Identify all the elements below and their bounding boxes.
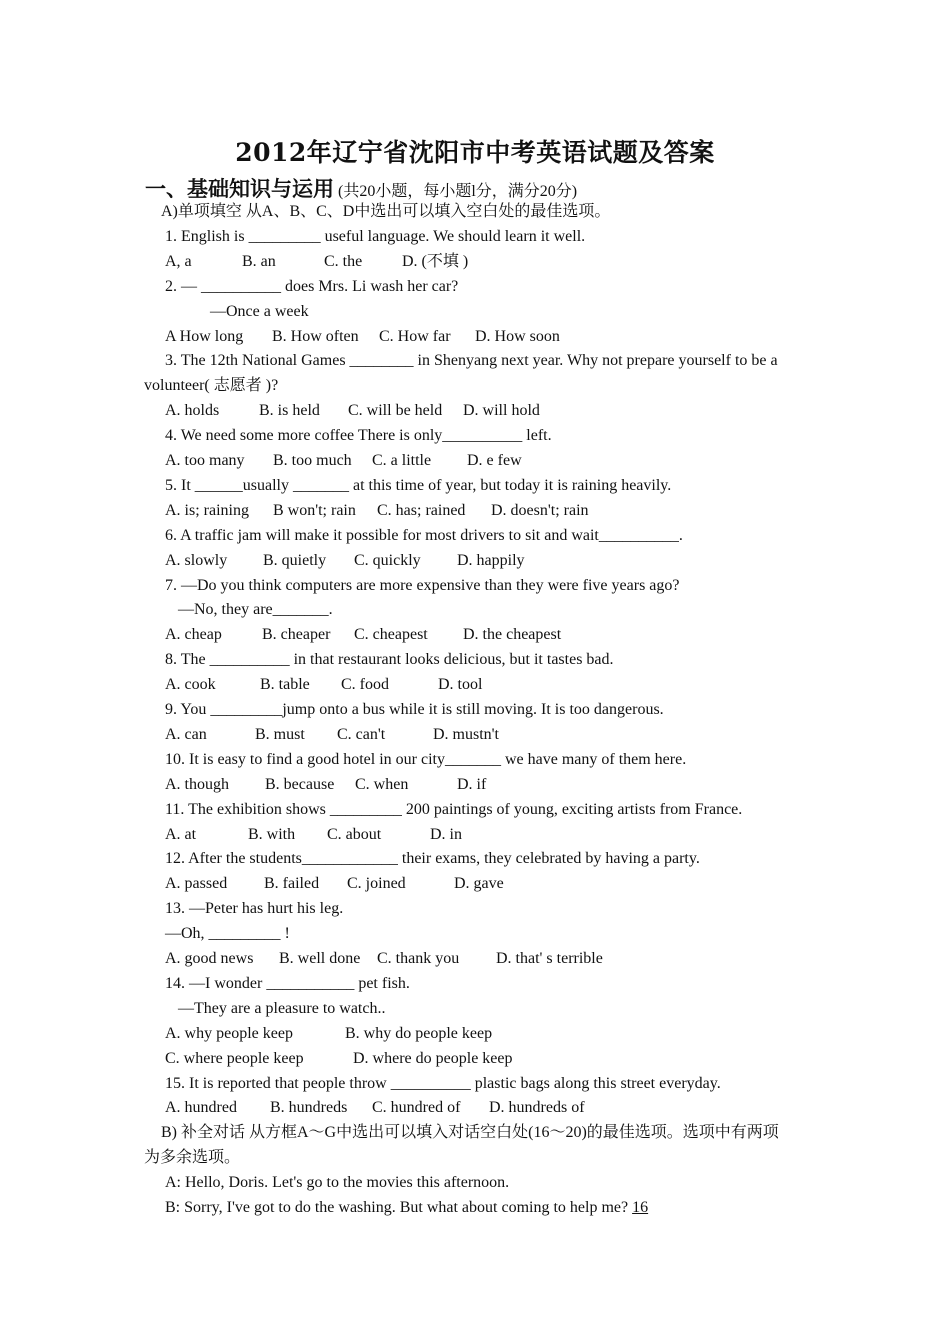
line-text: 2. — __________ does Mrs. Li wash her car? <box>165 277 459 295</box>
page-title: 2012年辽宁省沈阳市中考英语试题及答案 <box>235 138 715 167</box>
answer-option: C. hundred of <box>372 1099 461 1117</box>
option-row <box>0 672 950 697</box>
blank-number: 16 <box>632 1199 649 1216</box>
line-text: 3. The 12th National Games ________ in Shenyang next year. Why not prepare yourself to be a <box>165 352 778 370</box>
text-line <box>0 1195 950 1220</box>
answer-option: A. though <box>165 775 229 793</box>
answer-option: D. where do people keep <box>353 1049 513 1067</box>
line-text: 5. It ______usually _______ at this time of year, but today it is raining heavily. <box>165 476 672 494</box>
answer-option: D. How soon <box>475 327 560 345</box>
text-line <box>0 523 950 548</box>
answer-option: C. when <box>355 775 409 793</box>
line-text: A: Hello, Doris. Let's go to the movies this afternoon. <box>165 1174 510 1192</box>
section-note: (共20小题，每小题l分，满分20分) <box>338 183 578 200</box>
answer-option: B. why do people keep <box>345 1024 493 1042</box>
answer-option: B. an <box>242 252 276 270</box>
answer-option: A. good news <box>165 950 254 967</box>
line-text: 7. —Do you think computers are more expensive than they were five years ago? <box>165 576 680 594</box>
answer-option: A, a <box>165 252 192 270</box>
line-text: —They are a pleasure to watch.. <box>178 999 386 1017</box>
answer-option: C. thank you <box>377 950 460 967</box>
section-title: 一、基础知识与运用 <box>145 177 334 201</box>
answer-option: A. can <box>165 725 207 743</box>
text-line <box>0 224 950 249</box>
answer-option: D. in <box>430 825 462 843</box>
text-line <box>0 921 950 946</box>
answer-option: B. must <box>255 725 305 743</box>
text-line <box>0 274 950 299</box>
answer-option: C. can't <box>337 725 386 743</box>
answer-option: B. cheaper <box>262 626 331 644</box>
answer-option: B. too much <box>273 452 352 469</box>
text-line <box>0 1170 950 1195</box>
answer-option: A. holds <box>165 402 220 420</box>
answer-option: D. doesn't; rain <box>491 501 589 519</box>
answer-option: A How long <box>165 327 244 345</box>
line-text: A)单项填空 从A、B、C、D中选出可以填入空白处的最佳选项。 <box>161 203 611 220</box>
answer-option: A. cheap <box>165 626 222 644</box>
text-line <box>0 348 950 373</box>
option-row <box>0 324 950 349</box>
answer-option: A. too many <box>165 452 245 469</box>
option-row <box>0 1046 950 1071</box>
answer-option: D. will hold <box>463 402 540 420</box>
line-text: 15. It is reported that people throw __________ plastic bags along this street everyday. <box>165 1074 721 1092</box>
answer-option: C. a little <box>372 452 432 469</box>
answer-option: A. at <box>165 825 197 843</box>
text-line <box>0 747 950 772</box>
line-text: 10. It is easy to find a good hotel in our city_______ we have many of them here. <box>165 750 687 768</box>
answer-option: C. about <box>327 825 382 843</box>
answer-option: A. hundred <box>165 1099 237 1117</box>
answer-option: B. hundreds <box>270 1099 348 1117</box>
option-row <box>0 548 950 573</box>
option-row <box>0 822 950 847</box>
answer-option: A. is; raining <box>165 501 249 519</box>
text-line <box>0 423 950 448</box>
answer-option: B. because <box>265 775 335 793</box>
text-line <box>0 597 950 622</box>
answer-option: C. will be held <box>348 402 443 420</box>
answer-option: C. How far <box>379 327 451 345</box>
option-row <box>0 722 950 747</box>
text-line <box>0 797 950 822</box>
answer-option: C. food <box>341 676 389 694</box>
answer-option: D. that' s terrible <box>496 950 603 967</box>
answer-option: C. quickly <box>354 551 421 569</box>
line-text: 14. —I wonder ___________ pet fish. <box>165 974 410 992</box>
answer-option: B. with <box>248 825 296 843</box>
answer-option: C. has; rained <box>377 501 466 519</box>
answer-option: B. is held <box>259 402 320 420</box>
answer-option: D. (不填 ) <box>402 252 469 270</box>
option-row <box>0 622 950 647</box>
text-line <box>0 697 950 722</box>
answer-option: D. the cheapest <box>463 626 562 644</box>
option-row <box>0 398 950 423</box>
answer-option: D. tool <box>438 676 483 694</box>
answer-option: B. failed <box>264 875 320 893</box>
option-row <box>0 249 950 274</box>
text-line <box>0 299 950 324</box>
answer-option: A. passed <box>165 875 228 893</box>
text-line <box>0 971 950 996</box>
line-text: 13. —Peter has hurt his leg. <box>165 900 344 918</box>
line-text: —No, they are_______. <box>178 601 333 619</box>
text-line <box>0 647 950 672</box>
answer-option: B. quietly <box>263 551 327 569</box>
answer-option: D. e few <box>467 452 522 469</box>
option-row <box>0 498 950 523</box>
answer-option: D. hundreds of <box>489 1099 585 1117</box>
line-text: 8. The __________ in that restaurant looks delicious, but it tastes bad. <box>165 651 614 669</box>
line-text: 11. The exhibition shows _________ 200 paintings of young, exciting artists from France. <box>165 800 743 818</box>
text-line <box>0 473 950 498</box>
line-text: B) 补全对话 从方框A～G中选出可以填入对话空白处(16～20)的最佳选项。选项中有两项 <box>161 1124 779 1142</box>
line-text: 6. A traffic jam will make it possible for most drivers to sit and wait__________. <box>165 526 683 544</box>
text-line <box>0 1071 950 1096</box>
text-line <box>0 1145 950 1170</box>
text-line <box>0 1120 950 1145</box>
line-text: 为多余选项。 <box>144 1149 241 1167</box>
answer-option: B. well done <box>279 950 361 967</box>
answer-option: A. cook <box>165 676 216 694</box>
line-text: 4. We need some more coffee There is only__________ left. <box>165 427 552 445</box>
answer-option: C. joined <box>347 875 406 893</box>
line-text: —Oh, _________ ! <box>165 925 290 943</box>
text-line <box>0 373 950 398</box>
text-line <box>0 996 950 1021</box>
answer-option: A. slowly <box>165 551 228 569</box>
answer-option: B. table <box>260 676 310 694</box>
text-line <box>0 846 950 871</box>
answer-option: C. cheapest <box>354 626 428 644</box>
line-text: 1. English is _________ useful language. We should learn it well. <box>165 227 586 245</box>
option-row <box>0 448 950 473</box>
line-text: volunteer( 志愿者 )? <box>144 377 279 395</box>
answer-option: D. gave <box>454 875 504 893</box>
answer-option: D. if <box>457 775 487 793</box>
option-row <box>0 871 950 896</box>
text-line <box>0 573 950 598</box>
answer-option: C. the <box>324 252 363 270</box>
answer-option: B won't; rain <box>273 501 356 519</box>
line-text: 9. You _________jump onto a bus while it is still moving. It is too dangerous. <box>165 701 664 718</box>
line-text: —Once a week <box>210 302 309 320</box>
line-text: 12. After the students____________ their exams, they celebrated by having a party. <box>165 850 700 868</box>
option-row <box>0 1021 950 1046</box>
text-line <box>0 199 950 224</box>
line-text: B: Sorry, I've got to do the washing. But what about coming to help me? 16 <box>165 1199 649 1216</box>
option-row <box>0 946 950 971</box>
text-line <box>0 896 950 921</box>
answer-option: D. mustn't <box>433 725 499 743</box>
answer-option: A. why people keep <box>165 1024 293 1042</box>
option-row <box>0 1095 950 1120</box>
answer-option: C. where people keep <box>165 1049 304 1067</box>
answer-option: B. How often <box>272 327 359 345</box>
option-row <box>0 772 950 797</box>
answer-option: D. happily <box>457 551 525 569</box>
